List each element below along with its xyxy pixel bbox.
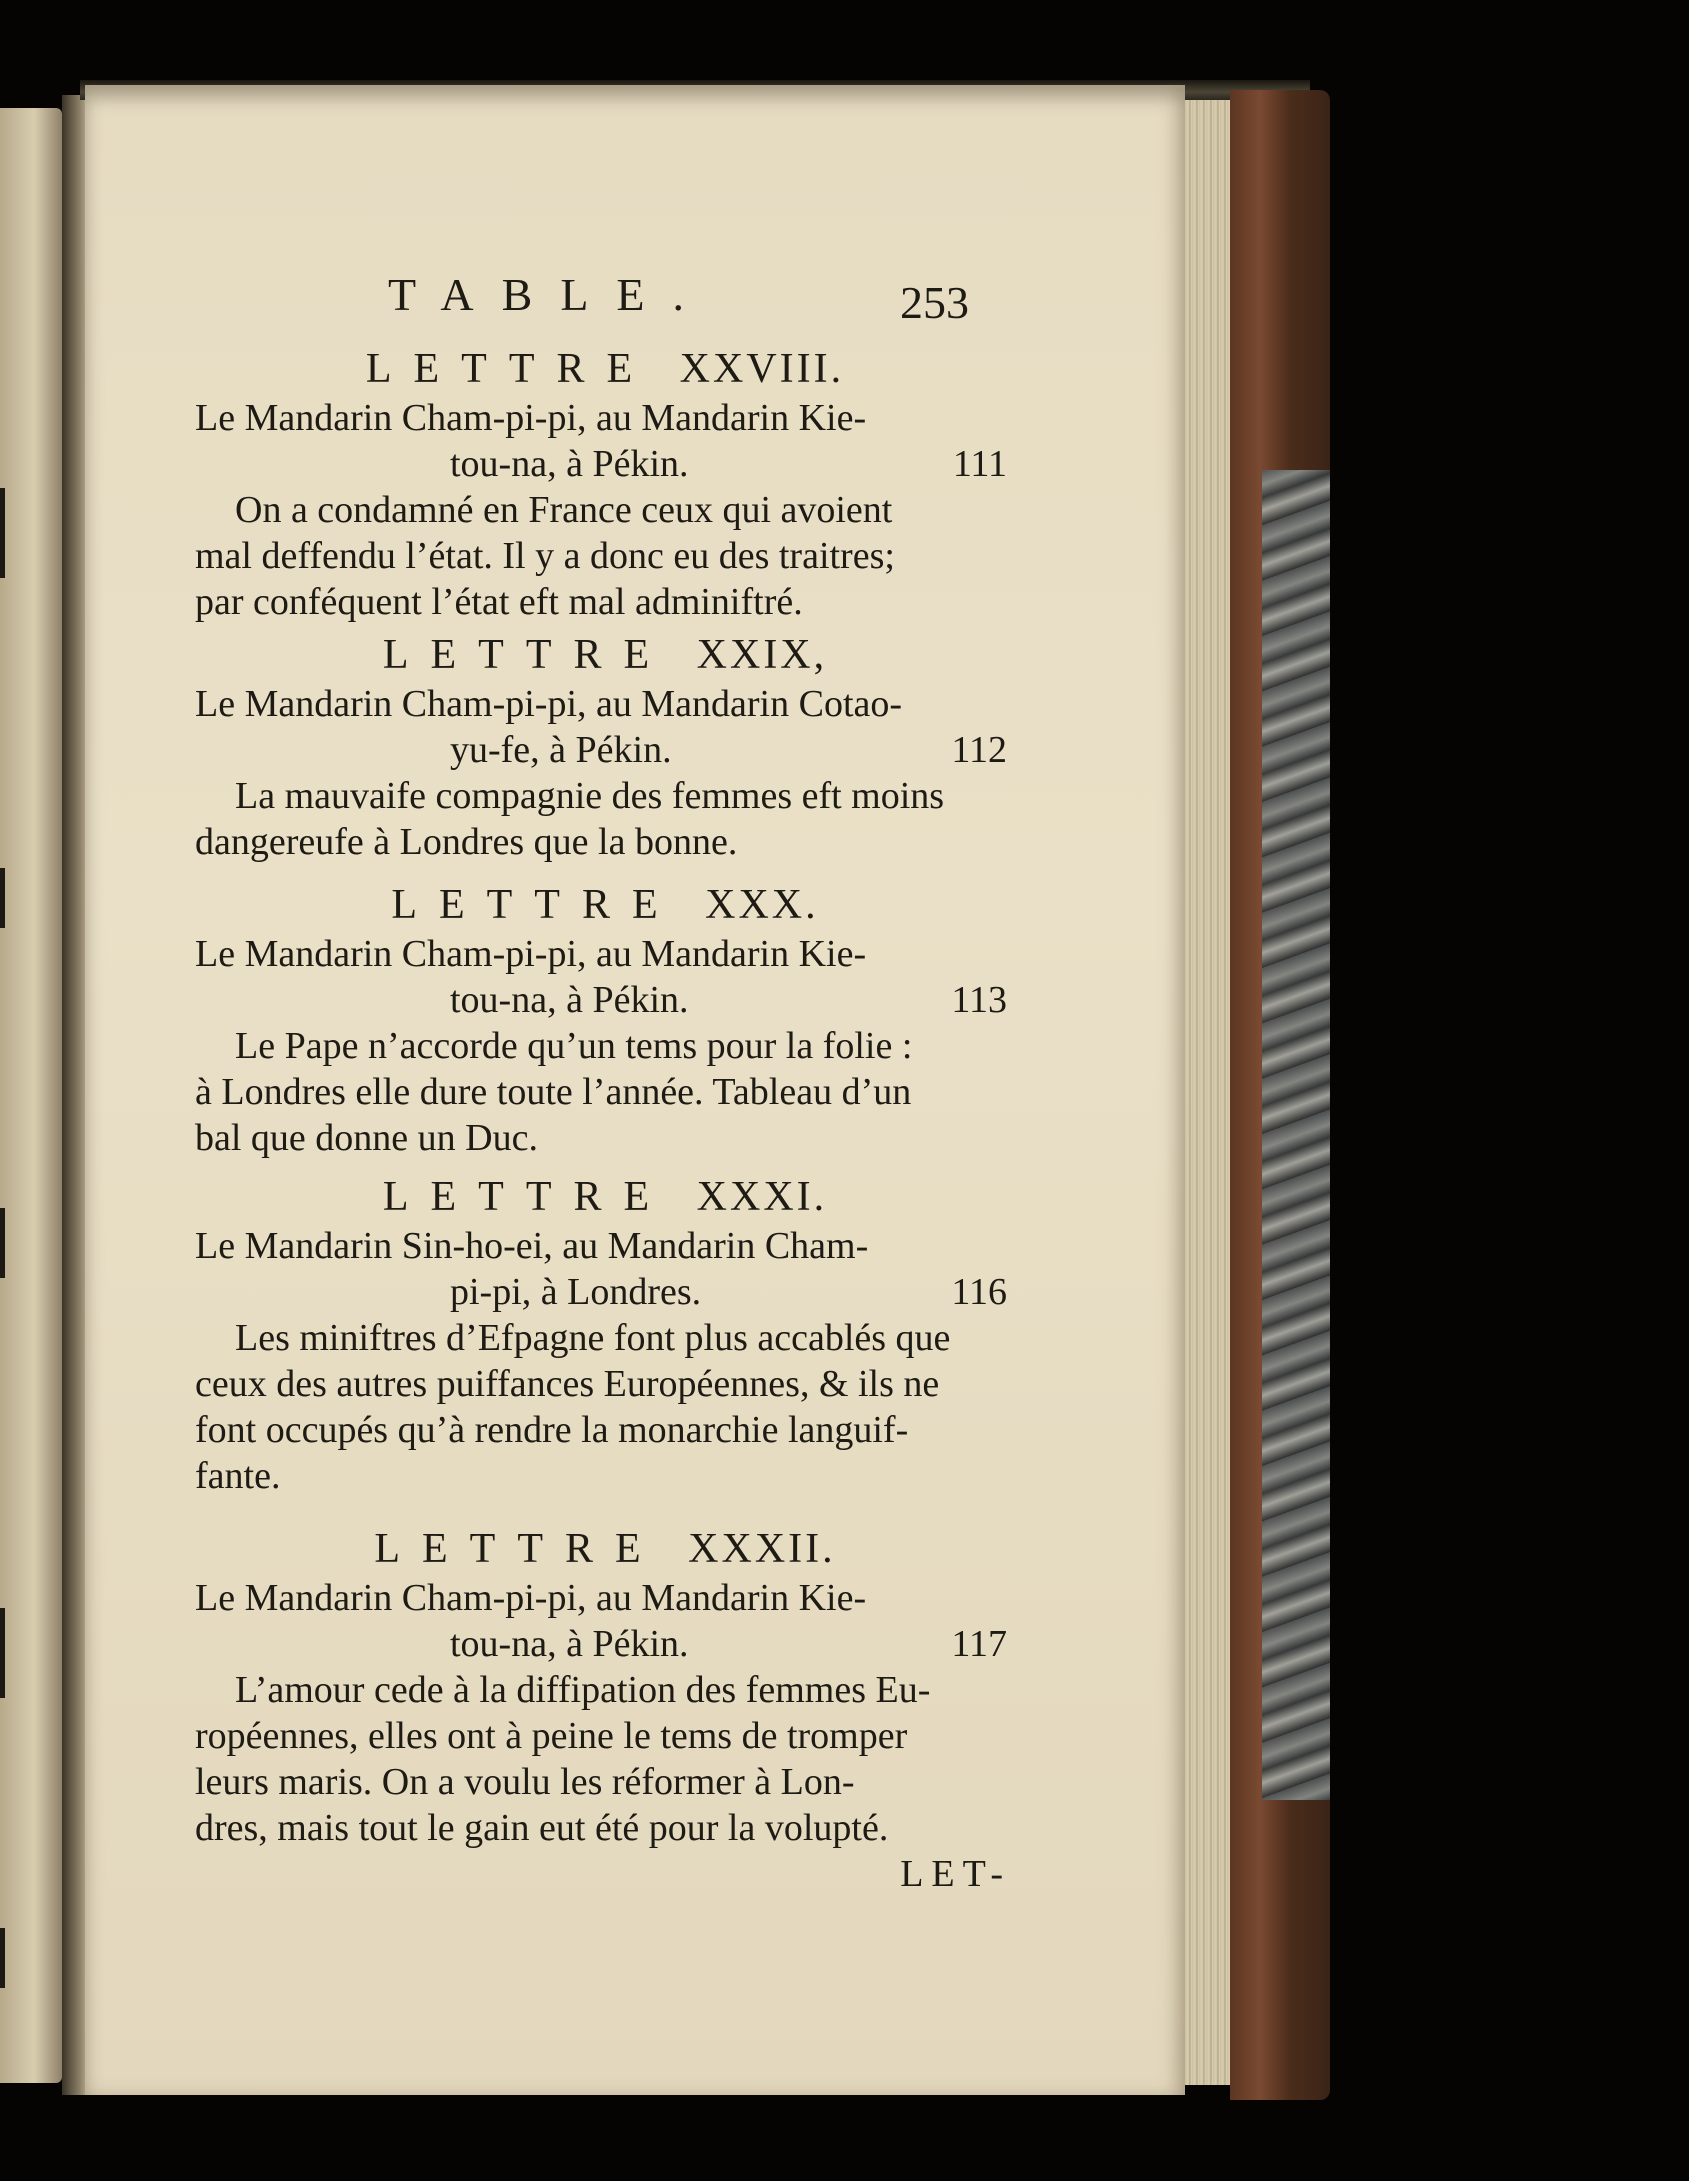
address-line	[195, 931, 1015, 977]
summary-line: bal que donne un Duc.	[195, 1117, 538, 1159]
summary-line: mal deffendu l’état. Il y a donc eu des traitres;	[195, 535, 895, 577]
heading-word: LETTRE	[382, 632, 672, 678]
table-of-contents	[195, 343, 1015, 1897]
letter-heading	[195, 343, 1015, 395]
address-line	[195, 1223, 1015, 1269]
summary-line: ropéennes, elles ont à peine le tems de tromper	[195, 1715, 908, 1757]
facing-page-edge	[0, 108, 62, 2083]
summary-line: leurs maris. On a voulu les réformer à Lon-	[195, 1761, 855, 1803]
heading-word: LETTRE	[374, 1526, 663, 1572]
facing-page-mark	[0, 868, 5, 928]
page-reference: 113	[951, 979, 1007, 1021]
address-line-2	[195, 977, 1015, 1023]
summary-line: Le Pape n’accorde qu’un tems pour la folie :	[235, 1025, 913, 1067]
toc-entry	[195, 343, 1015, 625]
facing-page-mark	[0, 488, 5, 578]
page-reference: 111	[952, 443, 1007, 485]
summary-line: fante.	[195, 1455, 281, 1497]
facing-page-mark	[0, 1928, 5, 1988]
summary-line: dangereufe à Londres que la bonne.	[195, 821, 738, 863]
catchword: LET-	[900, 1853, 1011, 1895]
toc-entry	[195, 1523, 1015, 1851]
heading-number: XXVIII.	[679, 346, 845, 392]
facing-page-mark	[0, 1608, 5, 1698]
letter-heading	[195, 1171, 1015, 1223]
address-text: tou-na, à Pékin.	[450, 979, 689, 1021]
address-text: tou-na, à Pékin.	[450, 443, 689, 485]
letter-heading	[195, 1523, 1015, 1575]
heading-number: XXIX,	[696, 632, 828, 678]
address-text: Le Mandarin Sin-ho-ei, au Mandarin Cham-	[195, 1225, 869, 1267]
heading-number: XXXI.	[696, 1174, 828, 1220]
heading-word: LETTRE	[391, 882, 680, 928]
address-text: Le Mandarin Cham-pi-pi, au Mandarin Kie-	[195, 1577, 867, 1619]
letter-heading	[195, 879, 1015, 931]
address-line-2	[195, 727, 1015, 773]
address-text: Le Mandarin Cham-pi-pi, au Mandarin Kie-	[195, 933, 867, 975]
address-line	[195, 681, 1015, 727]
summary-line: La mauvaife compagnie des femmes eft moins	[235, 775, 945, 817]
running-head: TABLE.	[388, 269, 713, 320]
summary-line: dres, mais tout le gain eut été pour la volupté.	[195, 1807, 889, 1849]
address-text: yu-fe, à Pékin.	[450, 729, 672, 771]
heading-word: LETTRE	[365, 346, 655, 392]
page-reference: 112	[951, 729, 1007, 771]
heading-word: LETTRE	[382, 1174, 672, 1220]
facing-page-mark	[0, 1208, 5, 1278]
heading-number: XXX.	[705, 882, 819, 928]
page-reference: 116	[951, 1271, 1007, 1313]
page-number: 253	[900, 277, 969, 328]
address-text: pi-pi, à Londres.	[450, 1271, 702, 1313]
page-block-edges	[1185, 100, 1230, 2085]
address-line	[195, 1575, 1015, 1621]
summary-line: L’amour cede à la diffipation des femmes Eu-	[235, 1669, 931, 1711]
toc-entry	[195, 1171, 1015, 1499]
address-text: tou-na, à Pékin.	[450, 1623, 689, 1665]
summary-line: font occupés qu’à rendre la monarchie languif-	[195, 1409, 909, 1451]
marbled-board	[1262, 470, 1330, 1800]
address-text: Le Mandarin Cham-pi-pi, au Mandarin Kie-	[195, 397, 867, 439]
heading-number: XXXII.	[688, 1526, 836, 1572]
summary-line: On a condamné en France ceux qui avoient	[235, 489, 893, 531]
page-reference: 117	[951, 1623, 1007, 1665]
address-line-2	[195, 441, 1015, 487]
summary-line: par conféquent l’état eft mal adminiftré.	[195, 581, 803, 623]
address-text: Le Mandarin Cham-pi-pi, au Mandarin Cotao-	[195, 683, 903, 725]
summary-line: ceux des autres puiffances Européennes, & ils ne	[195, 1363, 940, 1405]
toc-entry	[195, 879, 1015, 1161]
address-line	[195, 395, 1015, 441]
letter-heading	[195, 629, 1015, 681]
summary-line: Les miniftres d’Efpagne font plus accablés que	[235, 1317, 951, 1359]
address-line-2	[195, 1269, 1015, 1315]
summary-line: à Londres elle dure toute l’année. Tableau d’un	[195, 1071, 912, 1113]
address-line-2	[195, 1621, 1015, 1667]
toc-entry	[195, 629, 1015, 865]
